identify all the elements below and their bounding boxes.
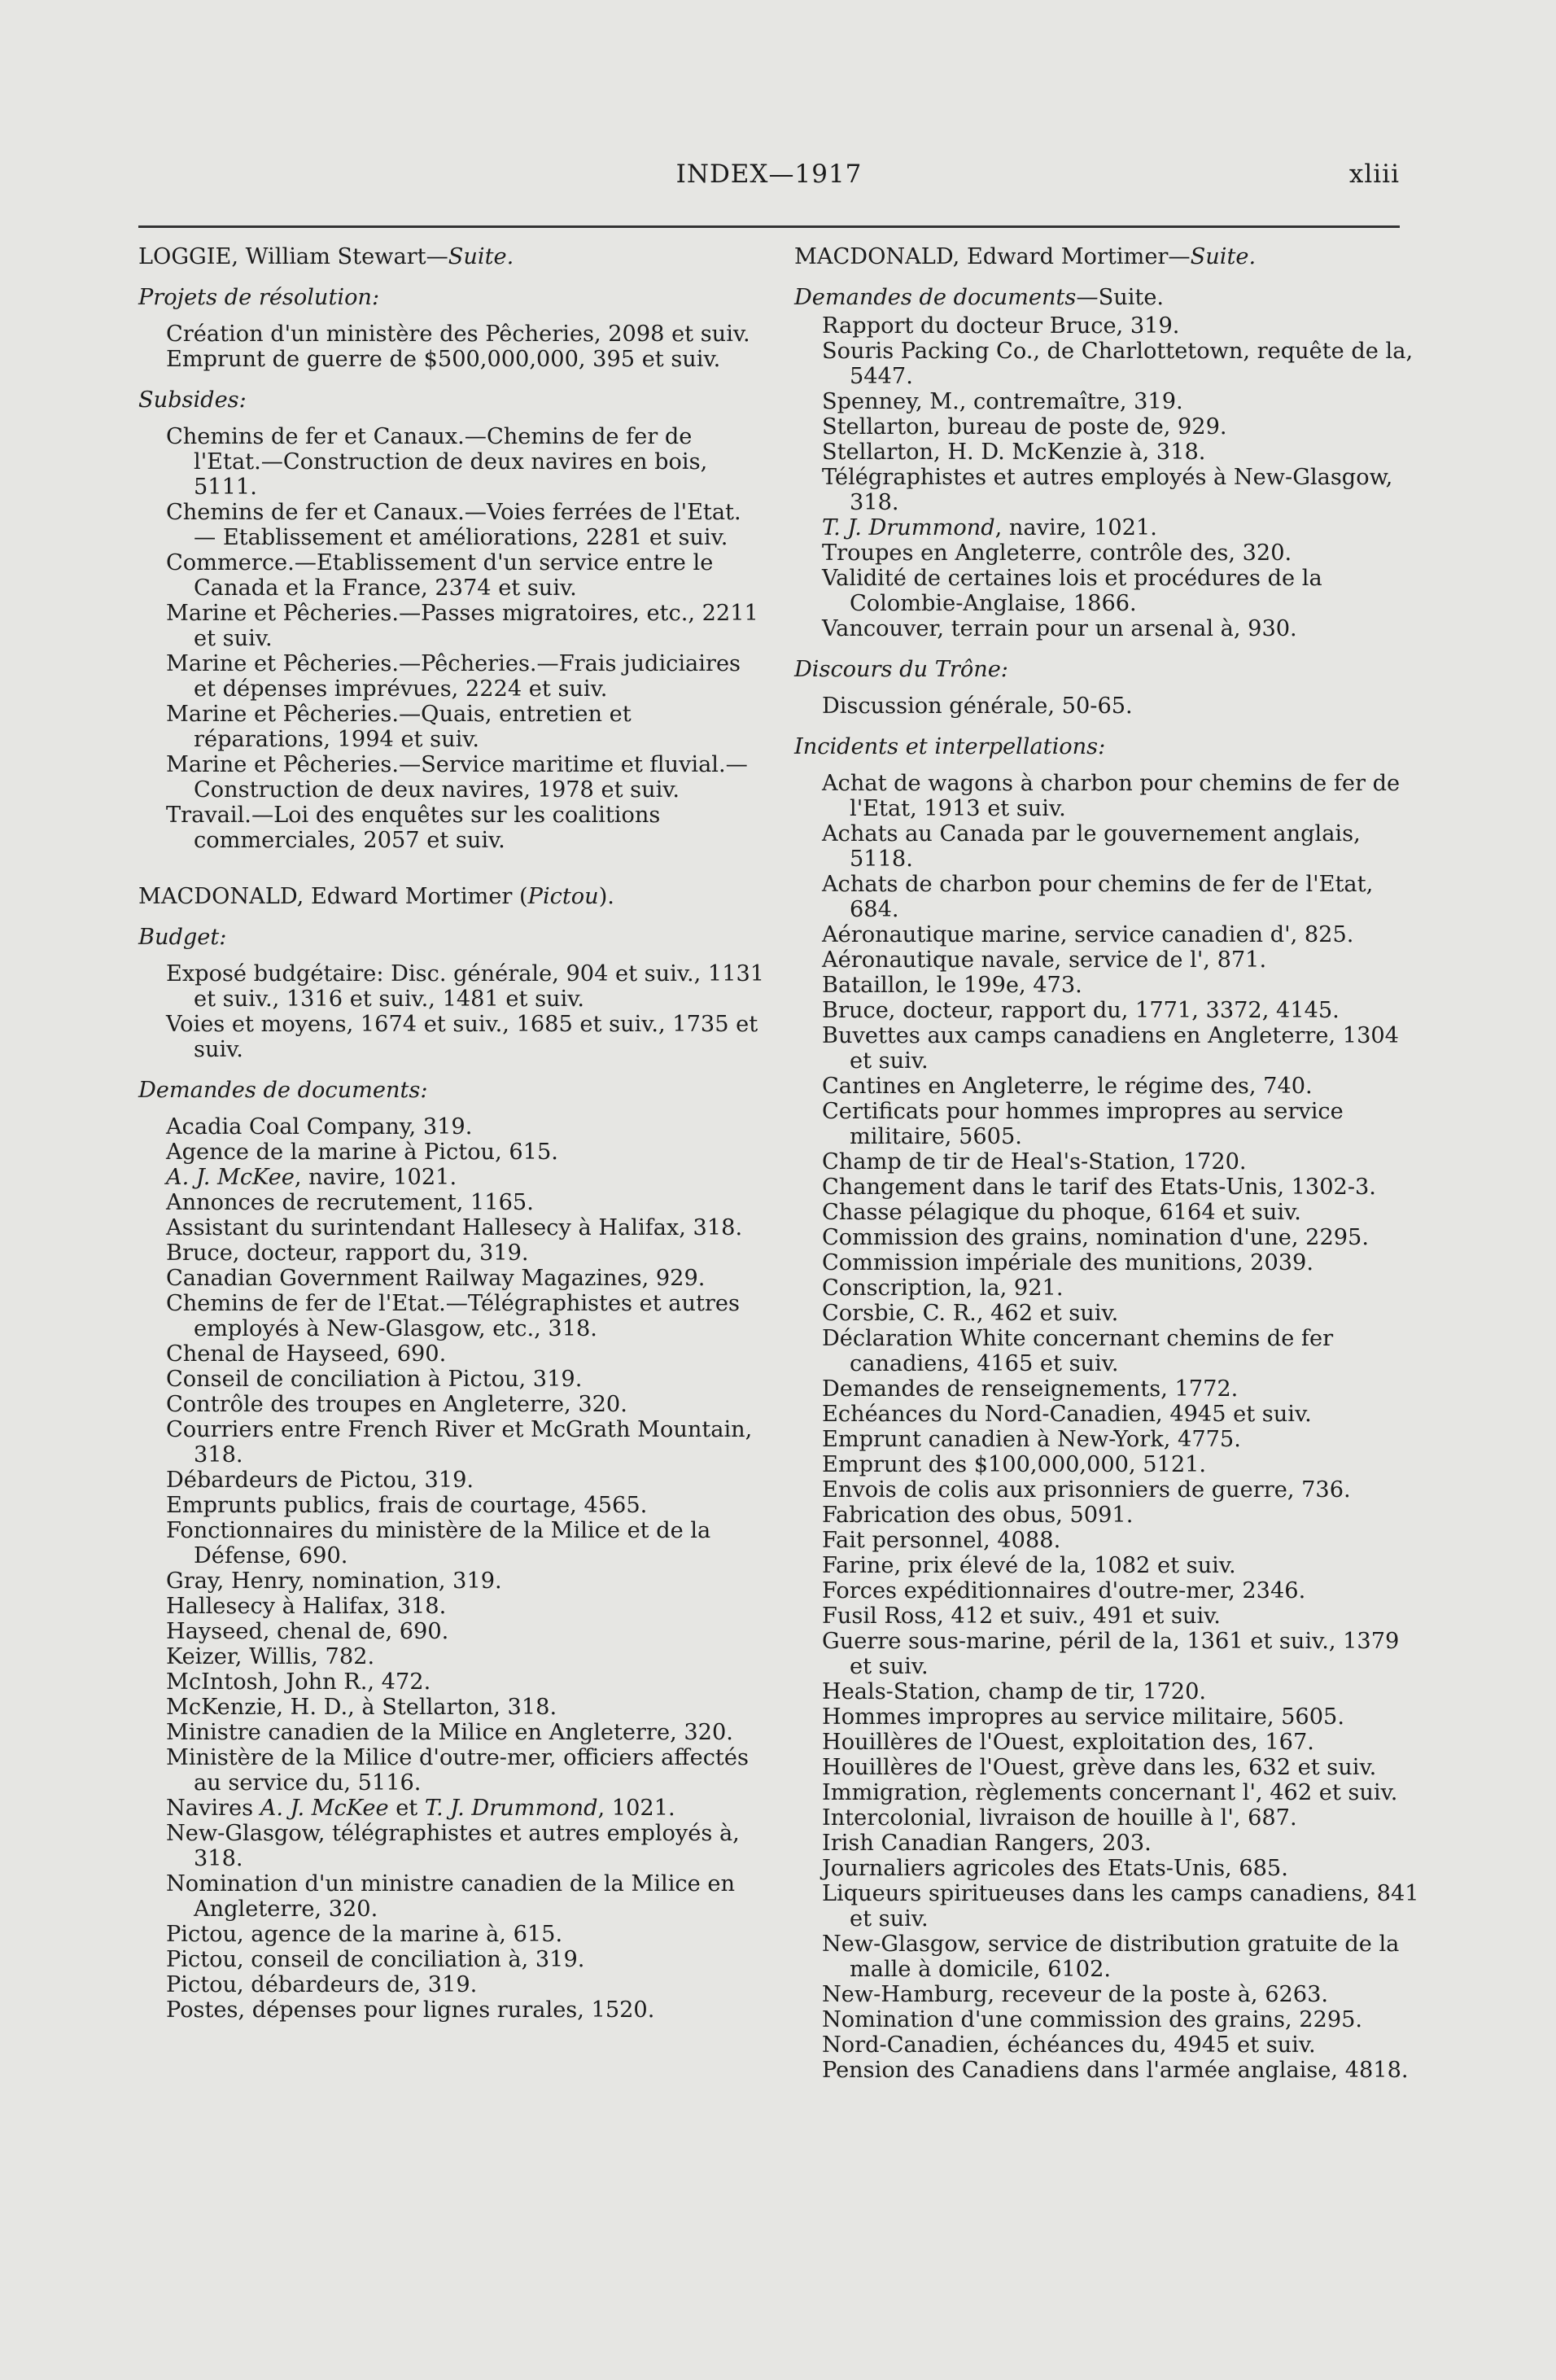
index-entry: Bruce, docteur, rapport du, 1771, 3372, 4145. (822, 998, 1340, 1023)
index-section (794, 734, 1421, 2083)
index-entry: Postes, dépenses pour lignes rurales, 1520. (166, 1997, 655, 2023)
index-entry: Keizer, Willis, 782. (166, 1644, 375, 1669)
left-sections (138, 285, 765, 853)
index-entry: Corsbie, C. R., 462 et suiv. (822, 1301, 1119, 1326)
index-entry: Assistant du surintendant Hallesecy à Halifax, 318. (166, 1215, 743, 1240)
index-entry: Pictou, agence de la marine à, 615. (166, 1922, 563, 1947)
name-head-italic: Pictou (527, 884, 599, 909)
index-section (138, 387, 765, 853)
ship-name: A. J. McKee (260, 1796, 389, 1821)
page-number: xliii (1348, 160, 1400, 189)
index-entry: Emprunt canadien à New-York, 4775. (822, 1427, 1241, 1452)
ship-name: A. J. McKee (166, 1165, 295, 1190)
index-entry: Contrôle des troupes en Angleterre, 320. (166, 1392, 627, 1417)
section-heading (794, 657, 1421, 682)
section-heading (794, 734, 1421, 759)
name-heading-macdonald (138, 884, 765, 909)
page-header (138, 160, 1400, 208)
index-entry: Rapport du docteur Bruce, 319. (822, 313, 1180, 339)
index-entry: Fusil Ross, 412 et suiv., 491 et suiv. (822, 1603, 1221, 1629)
left-sections-2 (138, 925, 765, 2023)
index-entry: Exposé budgétaire: Disc. générale, 904 et suiv., 1131 et suiv., 1316 et suiv., 1481 et suiv. (166, 961, 765, 1012)
index-entry: Chenal de Hayseed, 690. (166, 1341, 447, 1367)
section-heading (794, 285, 1421, 310)
index-entry: Ministère de la Milice d'outre-mer, officiers affectés au service du, 5116. (166, 1745, 749, 1796)
index-section (794, 657, 1421, 719)
index-entry: Houillères de l'Ouest, exploitation des, 167. (822, 1730, 1314, 1755)
index-entry: Stellarton, H. D. McKenzie à, 318. (822, 440, 1206, 465)
name-heading-macdonald-suite (794, 244, 1421, 269)
index-entry: Spenney, M., contremaître, 319. (822, 389, 1183, 414)
index-entry: Buvettes aux camps canadiens en Angleterre, 1304 et suiv. (822, 1023, 1399, 1074)
name-head-suffix: Suite. (1190, 244, 1257, 269)
index-entry: Annonces de recrutement, 1165. (166, 1190, 534, 1215)
index-entry: Demandes de renseignements, 1772. (822, 1376, 1239, 1402)
index-entry: Nomination d'une commission des grains, 2295. (822, 2007, 1363, 2032)
section-title: Subsides: (138, 387, 247, 413)
index-entry: A. J. McKee, navire, 1021. (166, 1165, 457, 1190)
index-entry: McIntosh, John R., 472. (166, 1669, 431, 1695)
section-title: Incidents et interpellations: (794, 734, 1106, 759)
index-section (794, 285, 1421, 641)
index-entry: Commission impériale des munitions, 2039. (822, 1250, 1313, 1275)
section-heading (138, 387, 765, 413)
index-entry: Chemins de fer de l'Etat.—Télégraphistes et autres employés à New-Glasgow, etc., 318. (166, 1291, 740, 1341)
index-entry: Courriers entre French River et McGrath Mountain, 318. (166, 1417, 753, 1468)
index-entry: Fait personnel, 4088. (822, 1528, 1061, 1553)
index-entry: Echéances du Nord-Canadien, 4945 et suiv. (822, 1402, 1312, 1427)
index-entry: Conscription, la, 921. (822, 1275, 1064, 1301)
index-entry: Souris Packing Co., de Charlottetown, requête de la, 5447. (822, 339, 1414, 389)
left-column (138, 244, 765, 2023)
section-heading (138, 285, 765, 310)
index-entry: Marine et Pêcheries.—Pêcheries.—Frais judiciaires et dépenses imprévues, 2224 et suiv. (166, 651, 741, 702)
index-entry: Journaliers agricoles des Etats-Unis, 685. (822, 1856, 1288, 1881)
index-entry: Aéronautique navale, service de l', 871. (822, 947, 1267, 973)
index-entry: Liqueurs spiritueuses dans les camps canadiens, 841 et suiv. (822, 1881, 1419, 1932)
index-entry: Voies et moyens, 1674 et suiv., 1685 et suiv., 1735 et suiv. (166, 1012, 758, 1062)
index-entry: Chemins de fer et Canaux.—Chemins de fer de l'Etat.—Construction de deux navires en bois, 5111. (166, 424, 708, 500)
index-entry: Commission des grains, nomination d'une, 2295. (822, 1225, 1370, 1250)
index-section (138, 285, 765, 372)
index-entry: Pictou, débardeurs de, 319. (166, 1972, 478, 1997)
index-entry: McKenzie, H. D., à Stellarton, 318. (166, 1695, 557, 1720)
name-heading-loggie (138, 244, 765, 269)
index-entry: Achat de wagons à charbon pour chemins de fer de l'Etat, 1913 et suiv. (822, 771, 1401, 821)
index-entry: Immigration, règlements concernant l', 462 et suiv. (822, 1780, 1398, 1805)
index-entry: Pictou, conseil de conciliation à, 319. (166, 1947, 585, 1972)
header-title: INDEX—1917 (675, 160, 863, 189)
header-rule (138, 225, 1400, 228)
index-entry: New-Glasgow, télégraphistes et autres employés à, 318. (166, 1821, 740, 1871)
index-entry: Chasse pélagique du phoque, 6164 et suiv. (822, 1200, 1301, 1225)
index-entry: Ministre canadien de la Milice en Angleterre, 320. (166, 1720, 733, 1745)
index-entry: Déclaration White concernant chemins de fer canadiens, 4165 et suiv. (822, 1326, 1334, 1376)
index-entry: Hayseed, chenal de, 690. (166, 1619, 449, 1644)
index-entry: Envois de colis aux prisonniers de guerre, 736. (822, 1477, 1351, 1503)
index-entry: Validité de certaines lois et procédures de la Colombie-Anglaise, 1866. (822, 566, 1322, 616)
index-entry: Troupes en Angleterre, contrôle des, 320. (822, 540, 1292, 566)
index-entry: Hommes impropres au service militaire, 5605. (822, 1704, 1344, 1730)
index-entry: Gray, Henry, nomination, 319. (166, 1568, 502, 1594)
index-entry: Stellarton, bureau de poste de, 929. (822, 414, 1227, 440)
name-head-suffix: Suite. (448, 244, 514, 269)
index-entry: T. J. Drummond, navire, 1021. (822, 515, 1157, 540)
index-entry: Création d'un ministère des Pêcheries, 2098 et suiv. (166, 322, 750, 347)
index-entry: New-Glasgow, service de distribution gratuite de la malle à domicile, 6102. (822, 1932, 1400, 1982)
index-entry: Fonctionnaires du ministère de la Milice et de la Défense, 690. (166, 1518, 711, 1568)
index-entry: Bruce, docteur, rapport du, 319. (166, 1240, 529, 1266)
index-entry: Farine, prix élevé de la, 1082 et suiv. (822, 1553, 1236, 1578)
index-entry: New-Hamburg, receveur de la poste à, 6263. (822, 1982, 1329, 2007)
index-entry: Emprunt des $100,000,000, 5121. (822, 1452, 1207, 1477)
section-title: Budget: (138, 925, 227, 950)
index-entry: Intercolonial, livraison de houille à l', 687. (822, 1805, 1297, 1831)
index-entry: Marine et Pêcheries.—Quais, entretien et réparations, 1994 et suiv. (166, 702, 632, 752)
index-entry: Télégraphistes et autres employés à New-Glasgow, 318. (822, 465, 1393, 515)
index-entry: Canadian Government Railway Magazines, 929. (166, 1266, 706, 1291)
index-entry: Achats au Canada par le gouvernement anglais, 5118. (822, 821, 1361, 872)
index-entry: Bataillon, le 199e, 473. (822, 973, 1082, 998)
right-column (794, 244, 1421, 2083)
section-title: Projets de résolution: (138, 285, 380, 310)
index-entry: Acadia Coal Company, 319. (166, 1114, 473, 1140)
index-entry: Cantines en Angleterre, le régime des, 740. (822, 1074, 1313, 1099)
index-entry: Fabrication des obus, 5091. (822, 1503, 1134, 1528)
index-entry: Heals-Station, champ de tir, 1720. (822, 1679, 1207, 1704)
index-entry: Changement dans le tarif des Etats-Unis, 1302-3. (822, 1175, 1376, 1200)
index-entry: Aéronautique marine, service canadien d', 825. (822, 922, 1354, 947)
section-title: Demandes de documents— (794, 285, 1099, 310)
index-entry: Nomination d'un ministre canadien de la Milice en Angleterre, 320. (166, 1871, 735, 1922)
index-entry: Forces expéditionnaires d'outre-mer, 2346. (822, 1578, 1306, 1603)
section-title: Discours du Trône: (794, 657, 1008, 682)
index-entry: Guerre sous-marine, péril de la, 1361 et suiv., 1379 et suiv. (822, 1629, 1400, 1679)
name-head-end: ). (598, 884, 614, 909)
ship-name: T. J. Drummond (424, 1796, 598, 1821)
index-section (138, 925, 765, 1062)
index-entry: Vancouver, terrain pour un arsenal à, 930. (822, 616, 1297, 641)
name-head-text: MACDONALD, Edward Mortimer ( (138, 884, 528, 909)
index-entry: Certificats pour hommes impropres au service militaire, 5605. (822, 1099, 1344, 1149)
right-sections (794, 285, 1421, 2083)
index-entry: Emprunts publics, frais de courtage, 4565. (166, 1493, 648, 1518)
index-section (138, 1078, 765, 2023)
name-head-text: MACDONALD, Edward Mortimer— (794, 244, 1191, 269)
index-entry: Houillères de l'Ouest, grève dans les, 632 et suiv. (822, 1755, 1377, 1780)
index-entry: Conseil de conciliation à Pictou, 319. (166, 1367, 583, 1392)
index-entry: Navires A. J. McKee et T. J. Drummond, 1021. (166, 1796, 675, 1821)
index-entry: Débardeurs de Pictou, 319. (166, 1468, 474, 1493)
section-heading (138, 1078, 765, 1103)
index-entry: Chemins de fer et Canaux.—Voies ferrées de l'Etat. — Etablissement et améliorations, 2281 et suiv. (166, 500, 741, 550)
index-entry: Nord-Canadien, échéances du, 4945 et suiv. (822, 2032, 1316, 2058)
index-entry: Marine et Pêcheries.—Passes migratoires, etc., 2211 et suiv. (166, 601, 758, 651)
index-entry: Marine et Pêcheries.—Service maritime et fluvial.—Construction de deux navires, 1978 et suiv. (166, 752, 748, 803)
index-entry: Irish Canadian Rangers, 203. (822, 1831, 1152, 1856)
index-entry: Pension des Canadiens dans l'armée anglaise, 4818. (822, 2058, 1409, 2083)
index-entry: Commerce.—Etablissement d'un service entre le Canada et la France, 2374 et suiv. (166, 550, 714, 601)
index-entry: Champ de tir de Heal's-Station, 1720. (822, 1149, 1247, 1175)
index-entry: Achats de charbon pour chemins de fer de l'Etat, 684. (822, 872, 1374, 922)
section-title: Demandes de documents: (138, 1078, 428, 1103)
ship-name: T. J. Drummond (822, 515, 995, 540)
index-entry: Hallesecy à Halifax, 318. (166, 1594, 447, 1619)
name-head-text: LOGGIE, William Stewart— (138, 244, 448, 269)
section-heading (138, 925, 765, 950)
index-entry: Discussion générale, 50-65. (822, 693, 1133, 719)
index-entry: Agence de la marine à Pictou, 615. (166, 1140, 558, 1165)
index-entry: Emprunt de guerre de $500,000,000, 395 et suiv. (166, 347, 721, 372)
index-entry: Travail.—Loi des enquêtes sur les coalitions commerciales, 2057 et suiv. (166, 803, 661, 853)
section-title-suffix: Suite. (1098, 285, 1165, 310)
